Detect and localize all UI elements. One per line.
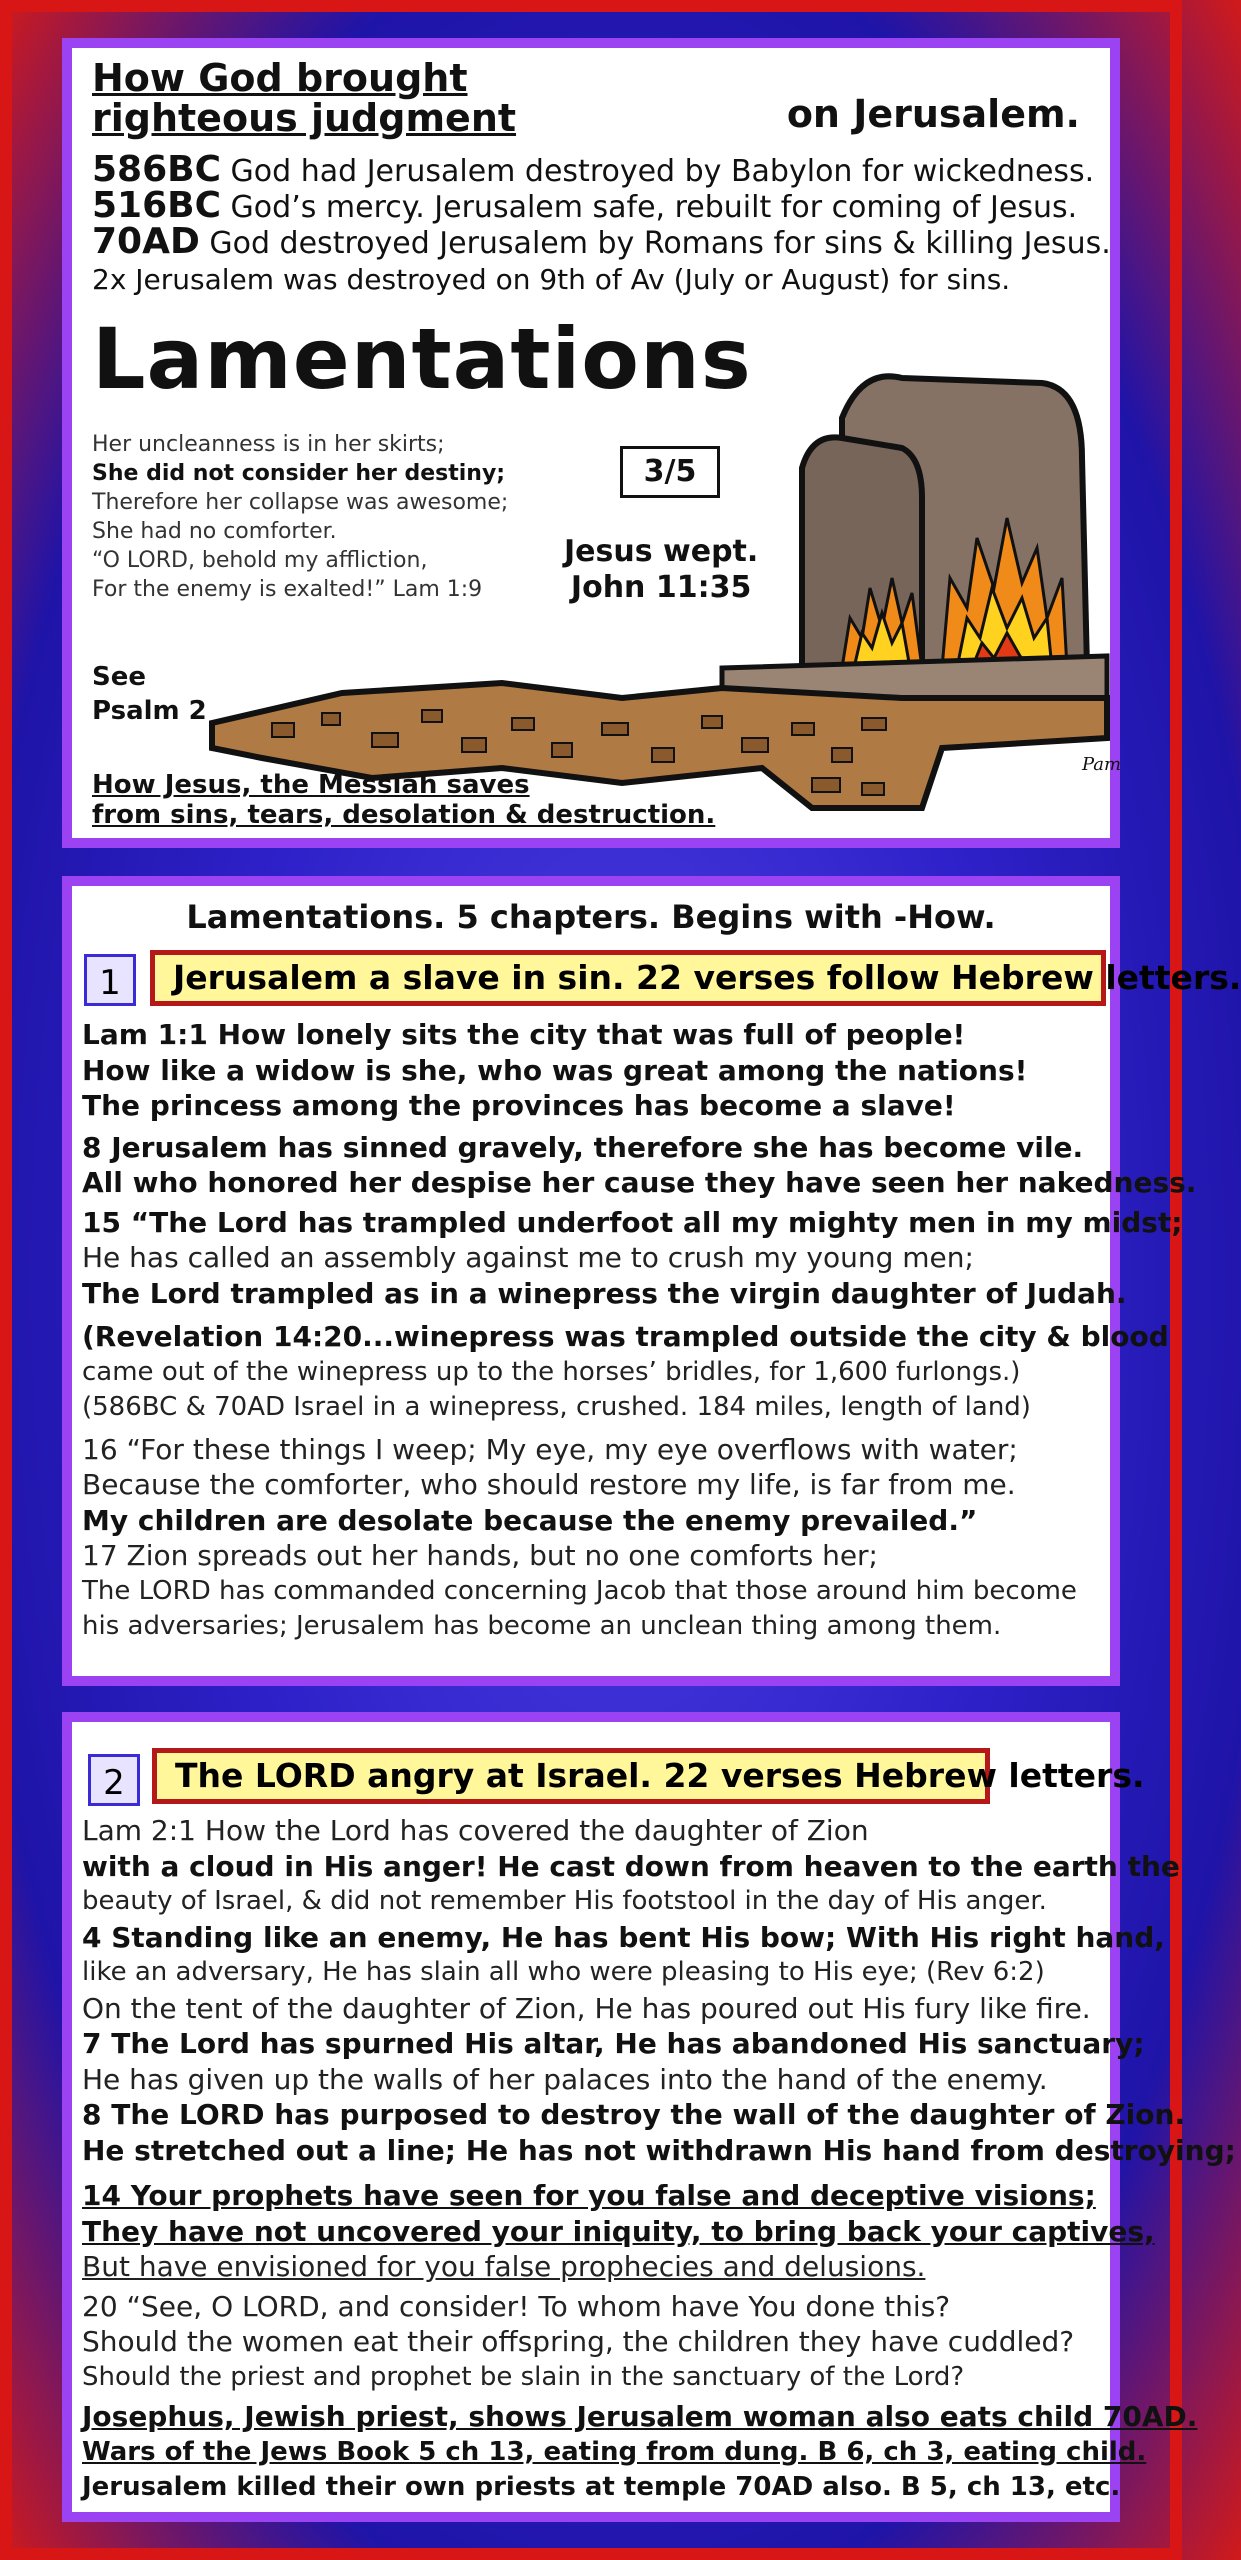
text-line: Because the comforter, who should restore my life, is far from me. [82,1468,1016,1501]
footer-text: How Jesus, the Messiah saves from sins, tears, desolation & destruction. [92,770,716,830]
verse-line: Her uncleanness is in her skirts; [92,432,445,457]
text-line: The Lord trampled as in a winepress the virgin daughter of Judah. [82,1276,1127,1310]
header-line-1: How God brought [92,56,468,100]
text-line: Wars of the Jews Book 5 ch 13, eating from dung. B 6, ch 3, eating child. [82,2436,1147,2467]
text-line: 20 “See, O LORD, and consider! To whom have You done this? [82,2289,951,2323]
header-line-2: righteous judgment [92,96,517,140]
text-line: 7 The Lord has spurned His altar, He has abandoned His sanctuary; [82,2027,1145,2060]
text-line: On the tent of the daughter of Zion, He has poured out His fury like fire. [82,1991,1091,2025]
text-line: Should the priest and prophet be slain in the sanctuary of the Lord? [82,2361,965,2392]
text-line: My children are desolate because the enemy prevailed.” [82,1503,978,1537]
text-line: They have not uncovered your iniquity, to bring back your captives, [82,2214,1155,2248]
text-line: All who honored her despise her cause they have seen her nakedness. [82,1166,1197,1199]
chapter-1-panel [62,876,1241,1686]
text-line: 8 The LORD has purposed to destroy the wall of the daughter of Zion. [82,2098,1186,2131]
text-line: 16 “For these things I weep; My eye, my eye overflows with water; [82,1432,1018,1466]
text-line: 14 Your prophets have seen for you false and deceptive visions; [82,2179,1096,2212]
see-psalm-note: See Psalm 2 [92,662,207,726]
text-line: The LORD has commanded concerning Jacob that those around him become [82,1575,1077,1606]
text-line: Should the women eat their offspring, the children they have cuddled? [82,2325,1075,2358]
text-line: Lam 2:1 How the Lord has covered the daughter of Zion [82,1814,869,1847]
text-line: He has given up the walls of her palaces into the hand of the enemy. [82,2062,1048,2096]
text-line: But have envisioned for you false prophecies and delusions. [82,2250,926,2283]
text-line: Jerusalem killed their own priests at temple 70AD also. B 5, ch 13, etc. [82,2472,1121,2502]
text-line: came out of the winepress up to the horses’ bridles, for 1,600 furlongs.) [82,1356,1021,1387]
verse-line: Therefore her collapse was awesome; [92,490,509,515]
panel-title: Lamentations. 5 chapters. Begins with -How. [186,898,996,936]
text-line: his adversaries; Jerusalem has become an unclean thing among them. [82,1611,1002,1641]
text-line: How like a widow is she, who was great among the nations! [82,1053,1028,1087]
header-right: on Jerusalem. [786,92,1080,136]
text-line: 17 Zion spreads out her hands, but no one comforts her; [82,1539,878,1572]
timeline-9th-av: 2x Jerusalem was destroyed on 9th of Av (July or August) for sins. [92,263,1011,296]
text-line: Lam 1:1 How lonely sits the city that was full of people! [82,1018,966,1051]
text-line: The princess among the provinces has become a slave! [82,1089,956,1122]
text-line: like an adversary, He has slain all who were pleasing to His eye; (Rev 6:2) [82,1957,1045,1987]
book-title: Lamentations [92,310,752,408]
timeline-586bc: 586BC God had Jerusalem destroyed by Babylon for wickedness. [92,149,1095,190]
verse-line: She had no comforter. [92,519,337,544]
text-line: 8 Jerusalem has sinned gravely, therefore she has become vile. [82,1130,1084,1164]
text-line: (Revelation 14:20...winepress was trampled outside the city & blood [82,1320,1169,1353]
text-line: 4 Standing like an enemy, He has bent His bow; With His right hand, [82,1920,1165,1954]
text-line: (586BC & 70AD Israel in a winepress, crushed. 184 miles, length of land) [82,1392,1031,1422]
verse-line: She did not consider her destiny; [92,461,506,486]
text-line: Josephus, Jewish priest, shows Jerusalem woman also eats child 70AD. [82,2400,1198,2433]
text-line: beauty of Israel, & did not remember His footstool in the day of His anger. [82,1886,1047,1916]
text-line: 15 “The Lord has trampled underfoot all my mighty men in my midst; [82,1205,1183,1239]
chapter-banner: The LORD angry at Israel. 22 verses Hebrew letters. [152,1748,990,1804]
timeline-516bc: 516BC God’s mercy. Jerusalem safe, rebuilt for coming of Jesus. [92,185,1078,226]
intro-panel [62,38,1120,848]
artist-signature: Pam [1082,754,1122,775]
jesus-wept-caption: Jesus wept. John 11:35 [564,534,759,605]
timeline-70ad: 70AD God destroyed Jerusalem by Romans for sins & killing Jesus. [92,221,1111,262]
text-line: He stretched out a line; He has not withdrawn His hand from destroying; [82,2133,1236,2167]
verse-line: For the enemy is exalted!” Lam 1:9 [92,577,483,602]
part-badge: 3/5 [620,446,720,498]
text-line: with a cloud in His anger! He cast down from heaven to the earth the [82,1849,1180,1883]
text-line: He has called an assembly against me to crush my young men; [82,1241,974,1274]
chapter-number-badge: 1 [84,954,136,1006]
chapter-number-badge: 2 [88,1754,140,1806]
chapter-2-panel [62,1712,1236,2522]
verse-line: “O LORD, behold my affliction, [92,548,428,573]
chapter-banner: Jerusalem a slave in sin. 22 verses follow Hebrew letters. [150,950,1106,1006]
